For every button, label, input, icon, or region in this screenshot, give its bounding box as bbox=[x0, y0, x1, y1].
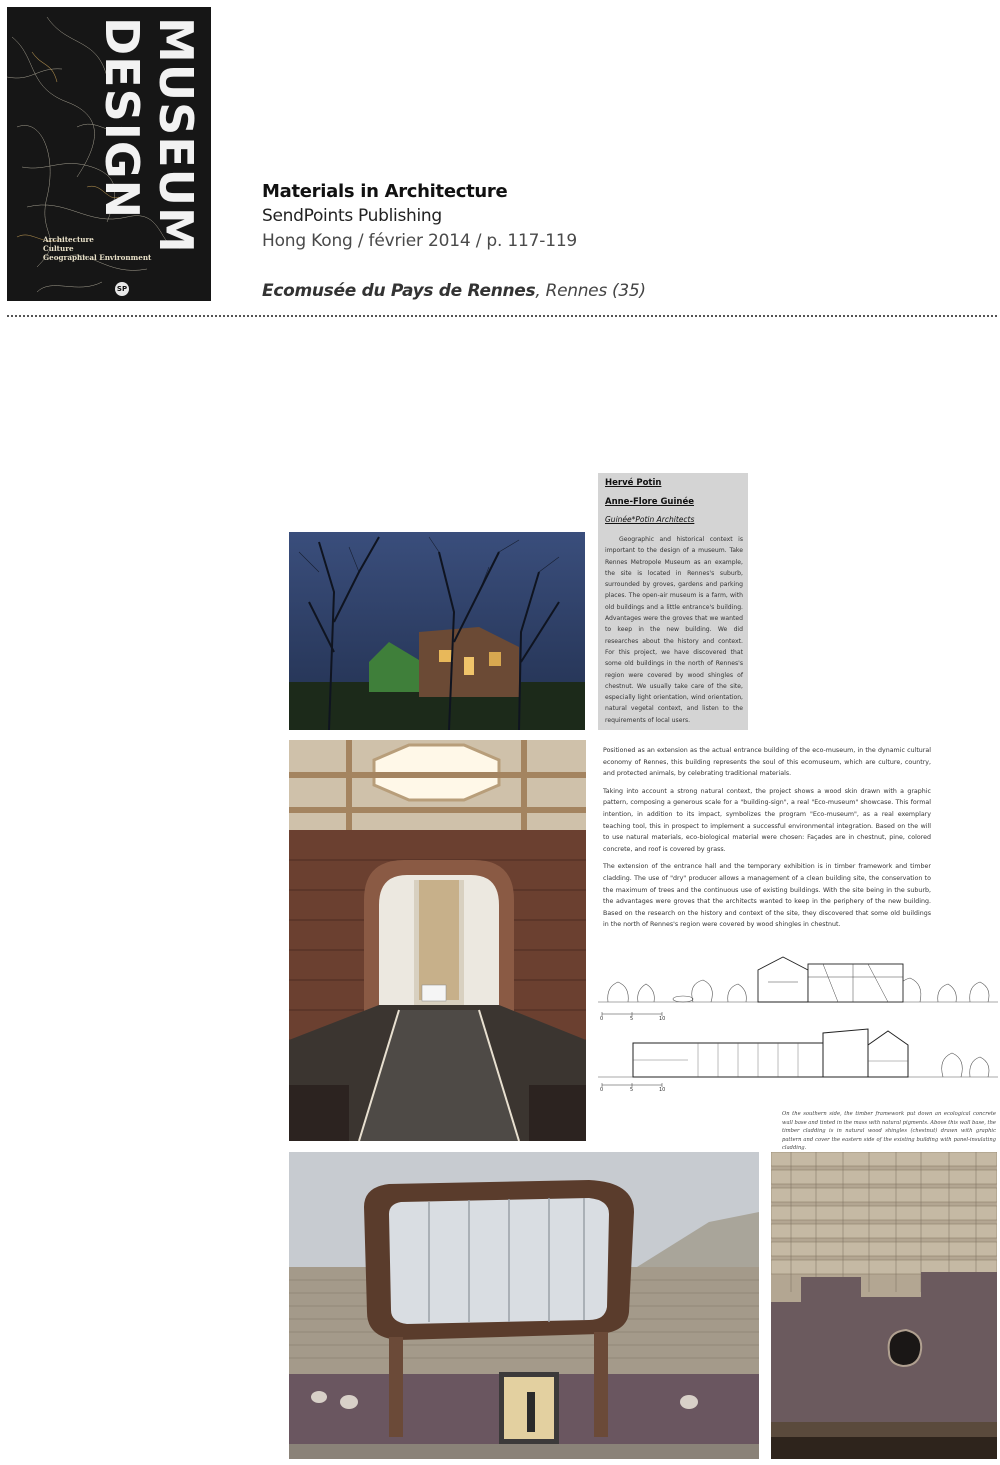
project-heading bbox=[262, 281, 646, 301]
scale-a-0: 0 bbox=[600, 1016, 604, 1022]
architect-name-1: Hervé Potin bbox=[605, 478, 662, 488]
scale-b-10: 10 bbox=[659, 1087, 666, 1093]
photo-night-exterior bbox=[289, 532, 585, 730]
cover-subtitle-2: Culture bbox=[43, 244, 74, 253]
architects-text: Geographic and historical context is important to the design of a museum. Take Rennes Metropole Museum as an example, the site is located in Rennes's suburb, surrounded by groves, gardens and parking places. The open-air museum is a farm, with old buildings and a little entrance's building. Advantages were the groves that we wanted to keep in the new building. We did researches about the history and context. For this project, we have discovered that some old buildings in the north of Rennes's region were covered by wood shingles of chestnut. We usually take care of the site, especially light orientation, wind orientation, natural vegetal context, and listen to the requirements of local users. bbox=[605, 536, 743, 724]
book-cover bbox=[7, 7, 211, 301]
architects-box bbox=[598, 473, 748, 730]
publication-info: Hong Kong / février 2014 / p. 117-119 bbox=[262, 231, 578, 251]
publisher-logo: SP bbox=[115, 282, 129, 296]
publisher-name: SendPoints Publishing bbox=[262, 206, 442, 226]
dotted-divider bbox=[7, 315, 997, 317]
elevation-drawing-1 bbox=[598, 952, 998, 1022]
cover-title-line2: DESIGN bbox=[95, 17, 149, 220]
section-drawing-2 bbox=[598, 1025, 998, 1095]
photo-caption: On the southern side, the timber framework put down an ecological concrete wall base and tinted in the mass with natural pigments. Above this wall base, the timber cladding is in natural wood shingles (chestnut) drawn with graphic pattern and cover the eastern side of the existing building with panel-insulating cladding. bbox=[782, 1111, 996, 1152]
book-title: Materials in Architecture bbox=[262, 181, 508, 202]
article-paragraph-3: The extension of the entrance hall and the temporary exhibition is in timber framework and timber cladding. The use of "dry" producer allows a management of a clean building site, the conservation to the maximum of trees and the continuous use of existing buildings. With the site being in the suburb, the advantages were groves that the architects wanted to keep in the periphery of the new building. Based on the research on the history and context of the site, they discovered that some old buildings in the north of Rennes's region were covered by wood shingles in chestnut. bbox=[603, 863, 931, 929]
photo-shingle-detail bbox=[771, 1152, 997, 1459]
architect-name-2: Anne-Flore Guinée bbox=[605, 497, 694, 507]
scale-b-0: 0 bbox=[600, 1087, 604, 1093]
cover-subtitle-3: Geographical Environment bbox=[43, 253, 152, 262]
article-main-text bbox=[603, 745, 931, 937]
scale-a-10: 10 bbox=[659, 1016, 666, 1022]
scale-a-5: 5 bbox=[630, 1016, 634, 1022]
project-name: Ecomusée du Pays de Rennes bbox=[262, 281, 536, 301]
article-paragraph-1: Positioned as an extension as the actual entrance building of the eco-museum, in the dynamic cultural economy of Rennes, this building represents the soul of this ecomuseum, which are culture, country, and protected animals, by celebrating traditional materials. bbox=[603, 747, 931, 778]
photo-facade-entrance bbox=[289, 1152, 759, 1459]
cover-subtitle-1: Architecture bbox=[43, 235, 94, 244]
photo-interior-corridor bbox=[289, 740, 586, 1141]
cover-title bbox=[95, 17, 203, 254]
project-location: , Rennes (35) bbox=[535, 281, 646, 301]
scale-b-5: 5 bbox=[630, 1087, 634, 1093]
cover-title-line1: MUSEUM bbox=[149, 17, 203, 254]
architect-firm: Guinée*Potin Architects bbox=[605, 515, 695, 524]
article-paragraph-2: Taking into account a strong natural context, the project shows a wood skin drawn with a graphic pattern, composing a generous scale for a "building-sign", a real "Eco-museum" showcase. This formal intention, in addition to its impact, symbolizes the program "Eco-museum", as a real exemplary teaching tool, this in prospect to implement a successful environmental integration. Based on the will to use natural materials, eco-biological material were chosen: Façades are in chestnut, pine, colored concrete, and roof is covered by grass. bbox=[603, 787, 931, 853]
